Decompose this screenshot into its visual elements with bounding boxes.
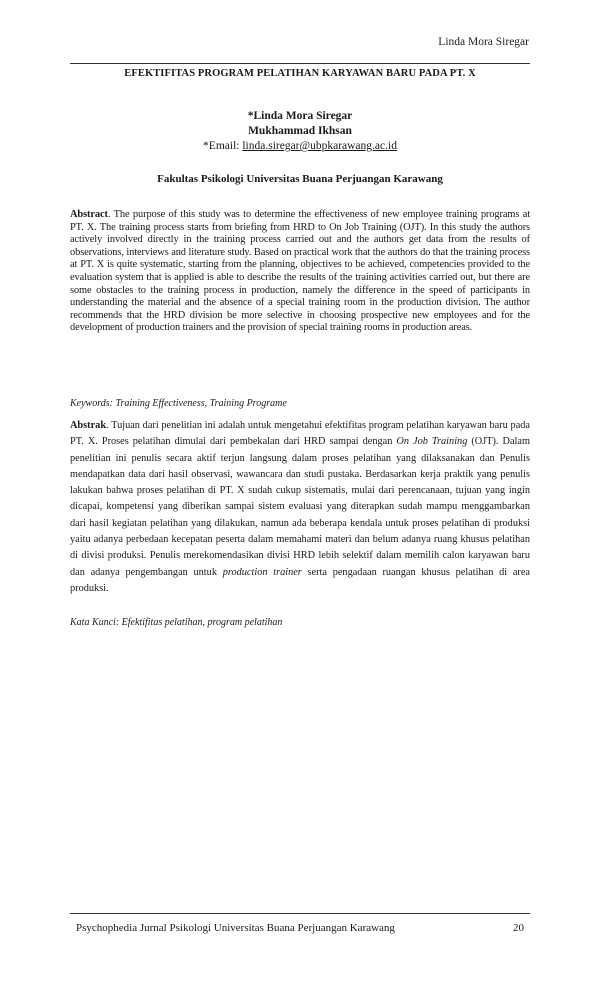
kata-kunci: Kata Kunci: Efektifitas pelatihan, program pelatihan bbox=[70, 617, 283, 628]
article-title: EFEKTIFITAS PROGRAM PELATIHAN KARYAWAN BARU PADA PT. X bbox=[124, 68, 476, 79]
keywords: Keywords: Training Effectiveness, Training Programe bbox=[70, 398, 287, 409]
author-email-line bbox=[70, 139, 530, 154]
abstrak-text-1: . Tujuan dari penelitian ini adalah untuk mengetahui efektifitas program pelatihan karyawan baru pada PT. X. Proses pelatihan dimulai dari pembekalan dari HRD sampai dengan bbox=[70, 420, 530, 448]
abstrak-trainer-term: production trainer bbox=[222, 566, 302, 578]
abstrak-text-2: (OJT). Dalam penelitian ini penulis secara aktif terjun langsung dalam proses pelatihan yang dilaksanakan dan Penulis mendapatkan data dari hasil observasi, wawancara dan studi pustaka. Berdasarkan kerja praktik yang penulis lakukan bahwa proses pelatihan di PT. X sudah cukup sistematis, mulai dari perencanaan, tujuan yang ingin dicapai, kompetensi yang diberikan sampai sistem evaluasi yang diterapkan sudah mampu menggambarkan dari hasil kegiatan pelatihan yang dilakukan, namun ada beberapa kendala untuk proses pelatihan di produksi yaitu adanya perbedaan kecepatan peserta dalam memahami materi dan belum adanya ruang khusus pelatihan di divisi produksi. Penulis merekomendasikan divisi HRD lebih selektif dalam memilih calon karyawan baru dan adanya pengembangan untuk bbox=[70, 436, 530, 578]
email-link[interactable]: linda.siregar@ubpkarawang.ac.id bbox=[242, 140, 397, 152]
abstrak-label: Abstrak bbox=[70, 420, 107, 431]
affiliation: Fakultas Psikologi Universitas Buana Perjuangan Karawang bbox=[157, 173, 443, 185]
header-rule bbox=[70, 63, 530, 64]
abstract-english bbox=[70, 209, 530, 335]
author-name-1: *Linda Mora Siregar bbox=[247, 110, 353, 122]
footer-journal-name: Psychophedia Jurnal Psikologi Universitas Buana Perjuangan Karawang bbox=[76, 922, 395, 934]
author-block bbox=[70, 109, 530, 154]
abstract-text: . The purpose of this study was to determine the effectiveness of new employee training programs at PT. X. The training process starts from briefing from HRD to On Job Training (OJT). In this study the authors actively involved directly in the training process carried out and the authors get data from the results of observations, interviews and literature study. Based on practical work that the authors do that the training process at PT. X is quite systematic, starting from the planning, objectives to be achieved, competencies provided to the evaluation system that is applied is able to describe the results of the training activities carried out, but there are some obstacles to the training process in production, namely the difference in the speed of participants in understanding the material and the absence of a special training room in the production division. The author recommends that the HRD division be more selective in choosing prospective new employees and for the development of production trainers and the provision of special training rooms in production areas. bbox=[70, 209, 530, 334]
email-label: *Email: bbox=[203, 140, 243, 152]
abstrak-indonesian bbox=[70, 418, 530, 597]
abstrak-ojt-term: On Job Training bbox=[396, 436, 468, 448]
abstrak-text-3: serta pengadaan ruangan khusus pelatihan di area produksi. bbox=[70, 566, 530, 594]
footer-rule bbox=[70, 913, 530, 914]
running-head: Linda Mora Siregar bbox=[438, 36, 529, 48]
page-number: 20 bbox=[513, 922, 524, 934]
author-name-2: Mukhammad Ikhsan bbox=[248, 125, 352, 137]
abstract-label: Abstract bbox=[70, 209, 108, 220]
